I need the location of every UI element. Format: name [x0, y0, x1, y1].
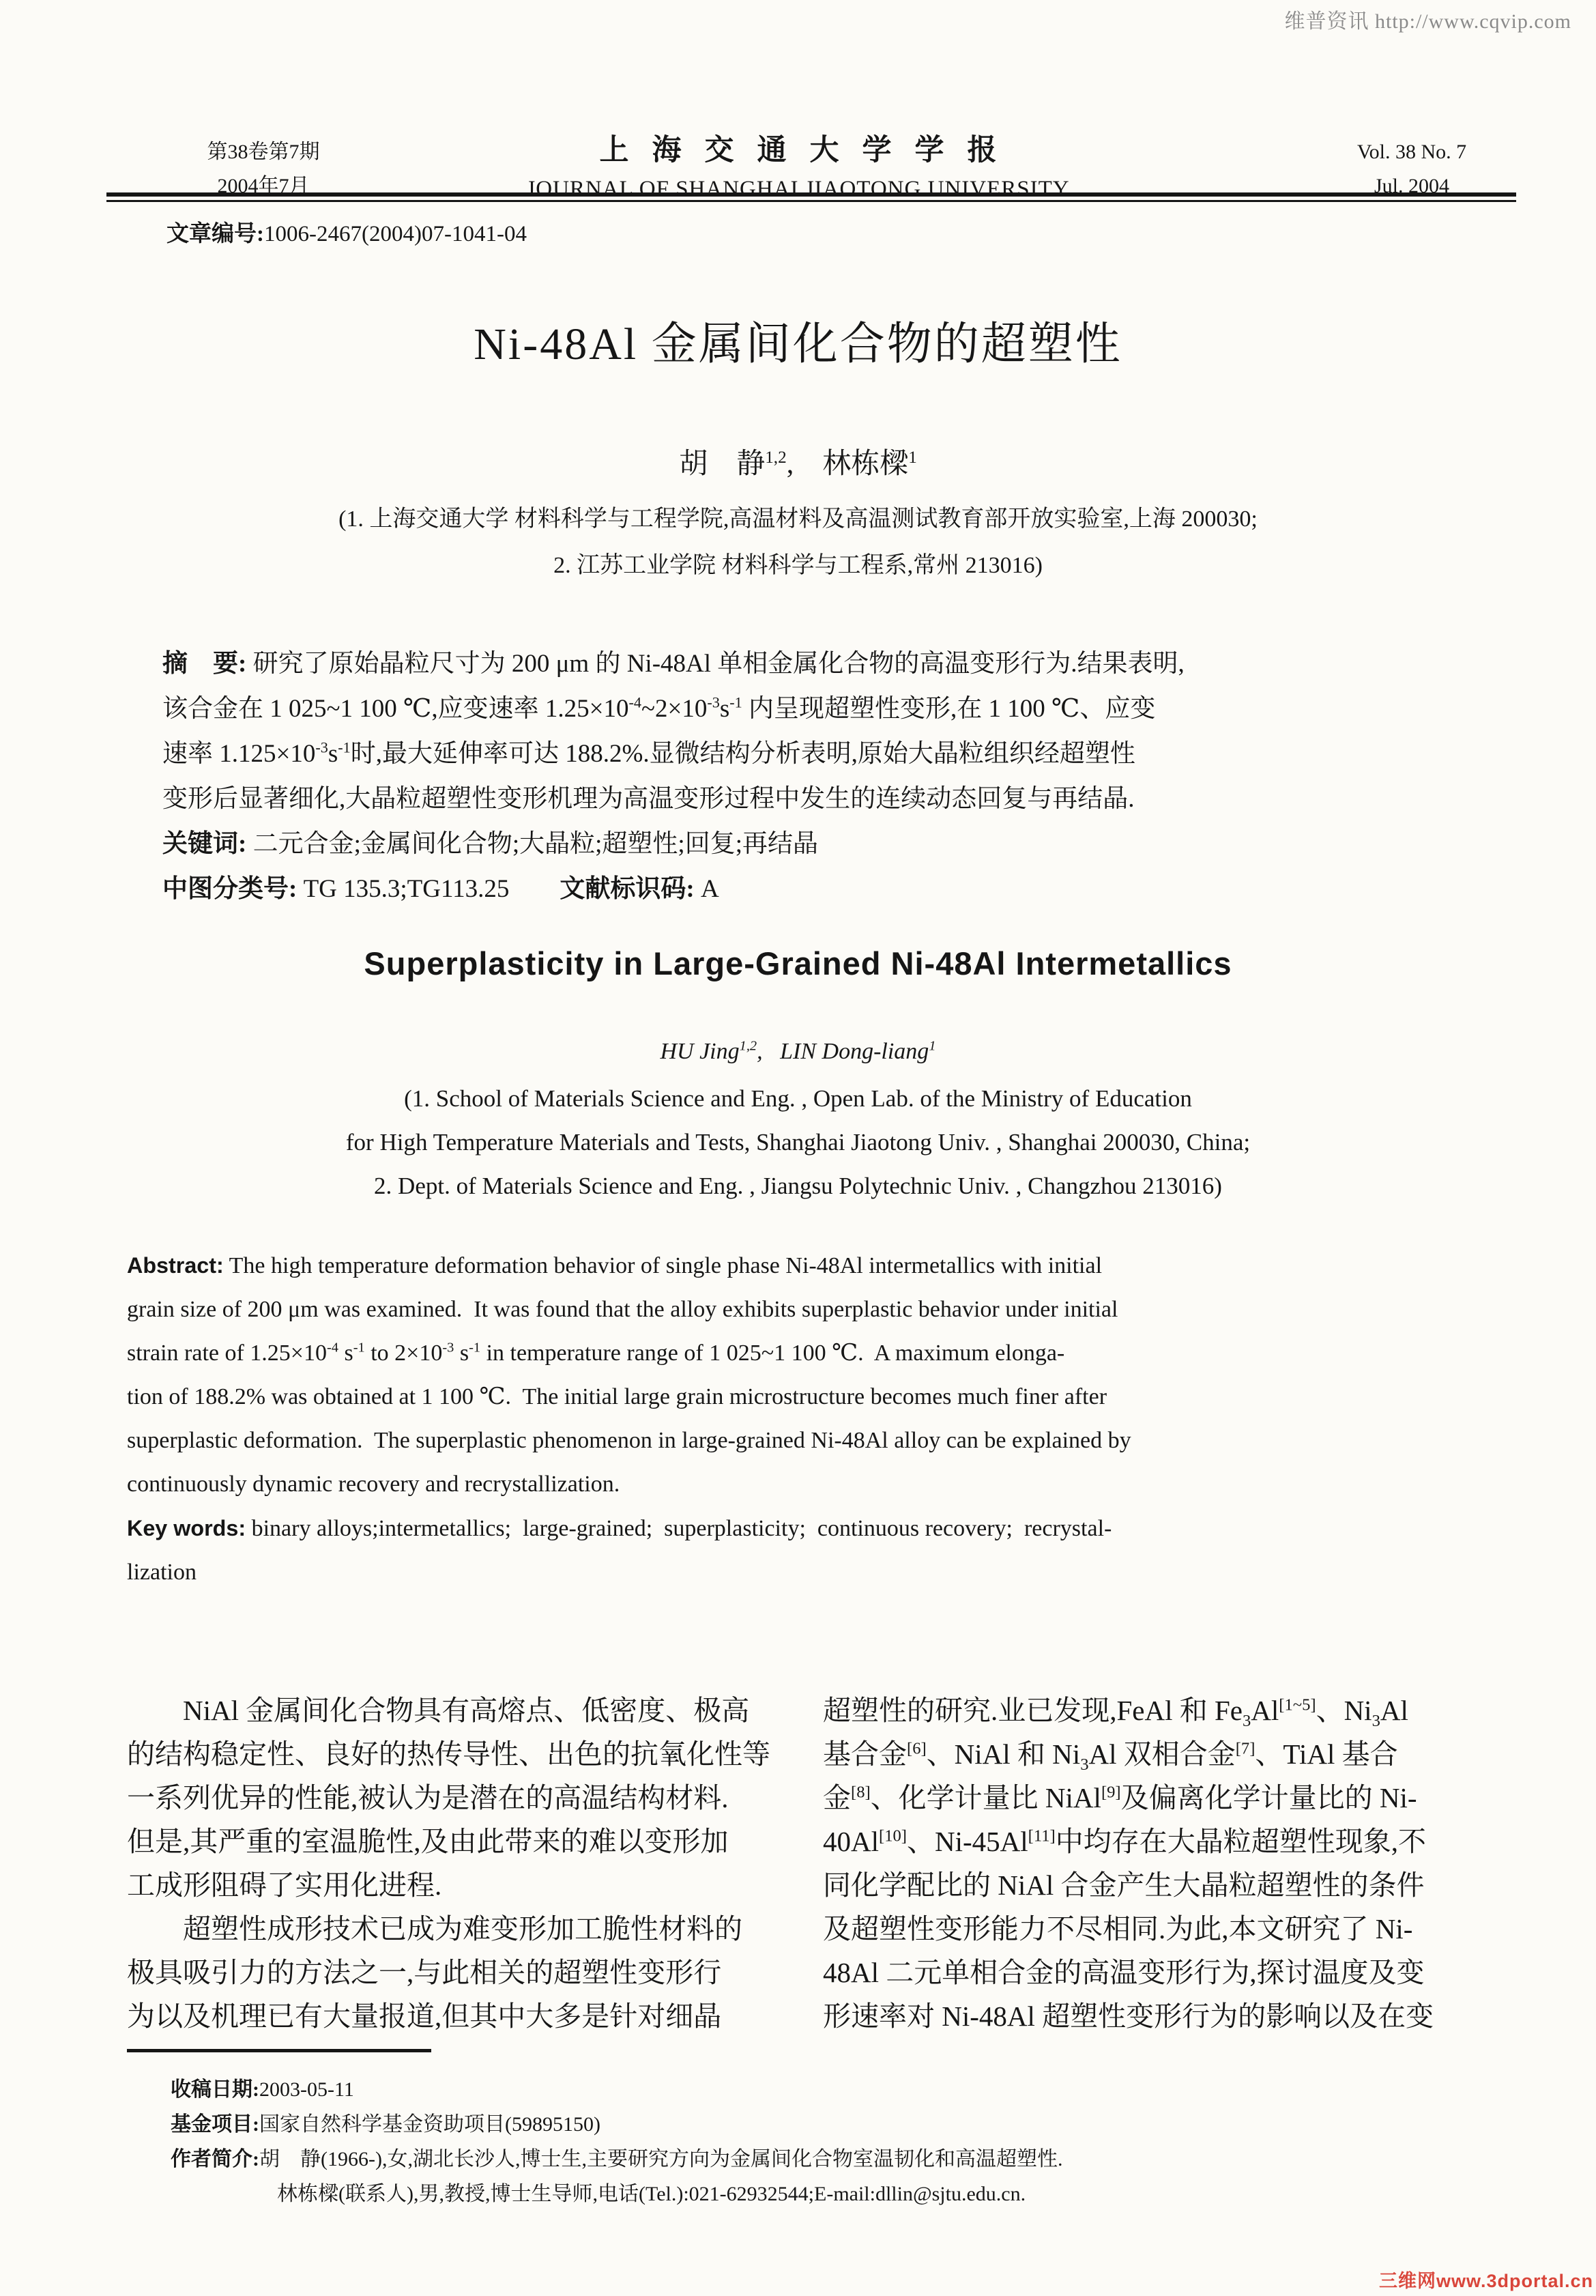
- affiliation-en-line3: 2. Dept. of Materials Science and Eng. , Jiangsu Polytechnic Univ. , Changzhou 213016): [374, 1173, 1222, 1199]
- body-line: 金[8]、化学计量比 NiAl[9]及偏离化学计量比的 Ni-: [823, 1782, 1417, 1813]
- body-line: 工成形阻碍了实用化进程.: [127, 1869, 442, 1901]
- classification-line: 中图分类号: TG 135.3;TG113.25 文献标识码: A: [162, 875, 719, 903]
- body-line: NiAl 金属间化合物具有高熔点、低密度、极高: [127, 1695, 750, 1726]
- journal-title-en: JOURNAL OF SHANGHAI JIAOTONG UNIVERSITY: [526, 177, 1070, 201]
- body-line: 的结构稳定性、良好的热传导性、出色的抗氧化性等: [127, 1738, 770, 1770]
- abstract-cn-line: 该合金在 1 025~1 100 ℃,应变速率 $1.25\times 10^{-4}\sim 2\times 10^{-3}s^{-1}$ 内呈现超塑性变形,在 1 100 ℃、应变: [162, 693, 1156, 723]
- footnotes: [171, 2072, 1062, 2211]
- affiliation-cn-line1: (1. 上海交通大学 材料科学与工程学院,高温材料及高温测试教育部开放实验室,上海 200030;: [338, 506, 1258, 532]
- paper-title-en: Superplasticity in Large-Grained Ni-48Al Intermetallics: [364, 945, 1232, 981]
- body-line: 形速率对 Ni-48Al 超塑性变形行为的影响以及在变: [823, 2000, 1434, 2032]
- body-line: 超塑性的研究.业已发现,FeAl 和 $Fe_3Al[1\sim 5]$、$Ni_3Al$: [823, 1695, 1408, 1731]
- received-date-line: 收稿日期:2003-05-11: [171, 2078, 354, 2101]
- top-watermark: 维普资讯 http://www.cqvip.com: [1284, 10, 1571, 33]
- footnote-rule: [127, 2049, 431, 2052]
- issue-number-cn: 第38卷第7期: [207, 141, 320, 163]
- body-line: 48Al 二元单相合金的高温变形行为,探讨温度及变: [823, 1957, 1425, 1988]
- issue-date-cn: 2004年7月: [217, 175, 310, 197]
- abstract-en: [127, 1244, 1530, 1594]
- authors-cn: 胡 静$^{1,2}$, 林栋樑$^1$: [679, 448, 917, 480]
- body-line: 极具吸引力的方法之一,与此相关的超塑性变形行: [127, 1957, 722, 1988]
- funding-line: 基金项目:国家自然科学基金资助项目(59895150): [171, 2113, 600, 2136]
- affiliation-cn-line2: 2. 江苏工业学院 材料科学与工程系,常州 213016): [553, 553, 1043, 578]
- author-bio-line: 作者简介:胡 静(1966-),女,湖北长沙人,博士生,主要研究方向为金属间化合物室温韧化和高温超塑性.: [171, 2148, 1063, 2170]
- abstract-en-line: strain rate of $1.25\times 10^{-4}$ $s^{-1}$ to $2\times 10^{-3}$ $s^{-1}$ in temperature range of 1 025~1 100 ℃. A maximum elonga-: [127, 1340, 1065, 1366]
- body-line: 及超塑性变形能力不尽相同.为此,本文研究了 Ni-: [823, 1913, 1413, 1945]
- journal-title-cn: 上海交通大学学报: [599, 134, 1020, 167]
- abstract-en-line: Abstract: The high temperature deformation behavior of single phase Ni-48Al intermetallics with initial: [127, 1253, 1103, 1278]
- abstract-en-line: superplastic deformation. The superplastic phenomenon in large-grained Ni-48Al alloy can be explained by: [127, 1428, 1131, 1453]
- affiliation-en-line2: for High Temperature Materials and Tests, Shanghai Jiaotong Univ. , Shanghai 200030, China;: [345, 1129, 1251, 1156]
- abstract-en-line: grain size of 200 μm was examined. It was found that the alloy exhibits superplastic behavior under initial: [127, 1297, 1118, 1322]
- body-left-column: [127, 1689, 796, 2038]
- body-line: 超塑性成形技术已成为难变形加工脆性材料的: [127, 1913, 742, 1945]
- keywords-cn-line: 关键词: 二元合金;金属间化合物;大晶粒;超塑性;回复;再结晶: [162, 830, 818, 858]
- affiliation-en-line1: (1. School of Materials Science and Eng. , Open Lab. of the Ministry of Education: [404, 1085, 1192, 1112]
- abstract-cn-line: 摘 要: 研究了原始晶粒尺寸为 200 μm 的 Ni-48Al 单相金属化合物的高温变形行为.结果表明,: [162, 650, 1185, 678]
- authors-en: HU Jing$^{1,2}$, LIN Dong-liang$^1$: [660, 1038, 936, 1064]
- contact-line: 林栋樑(联系人),男,教授,博士生导师,电话(Tel.):021-62932544;E-mail:dllin@sjtu.edu.cn.: [277, 2183, 1026, 2205]
- keywords-en-line: lization: [127, 1560, 197, 1585]
- issue-date-en: Jul. 2004: [1374, 175, 1449, 197]
- body-line: 同化学配比的 NiAl 合金产生大晶粒超塑性的条件: [823, 1869, 1425, 1901]
- body-right-column: [823, 1689, 1533, 2038]
- abstract-en-line: continuously dynamic recovery and recrystallization.: [127, 1472, 620, 1497]
- abstract-cn-line: 变形后显著细化,大晶粒超塑性变形机理为高温变形过程中发生的连续动态回复与再结晶.: [162, 785, 1135, 813]
- body-line: 基合金[6]、NiAl 和 $Ni_3Al$ 双相合金[7]、TiAl 基合: [823, 1738, 1398, 1775]
- header-rule: [106, 192, 1516, 202]
- keywords-en-line: Key words: binary alloys;intermetallics; large-grained; superplasticity; continuous recovery; recrystal-: [127, 1516, 1112, 1541]
- abstract-cn: [162, 642, 1445, 912]
- body-line: 40Al[10]、Ni-45Al[11]中均存在大晶粒超塑性现象,不: [823, 1826, 1426, 1857]
- body-line: 为以及机理已有大量报道,但其中大多是针对细晶: [127, 2000, 722, 2032]
- article-number: 文章编号:1006-2467(2004)07-1041-04: [166, 222, 527, 246]
- abstract-cn-line: 速率 $1.125\times 10^{-3}s^{-1}$时,最大延伸率可达 188.2%.显微结构分析表明,原始大晶粒组织经超塑性: [162, 738, 1135, 768]
- volume-number-en: Vol. 38 No. 7: [1356, 141, 1467, 163]
- bottom-watermark: 三维网www.3dportal.cn: [1378, 2271, 1593, 2291]
- body-line: 但是,其严重的室温脆性,及由此带来的难以变形加: [127, 1826, 729, 1857]
- affiliation-en: [0, 1077, 1596, 1208]
- body-line: 一系列优异的性能,被认为是潜在的高温结构材料.: [127, 1782, 729, 1813]
- paper-title-cn: Ni-48Al 金属间化合物的超塑性: [474, 319, 1122, 369]
- abstract-en-line: tion of 188.2% was obtained at 1 100 ℃. The initial large grain microstructure becomes much finer after: [127, 1384, 1107, 1409]
